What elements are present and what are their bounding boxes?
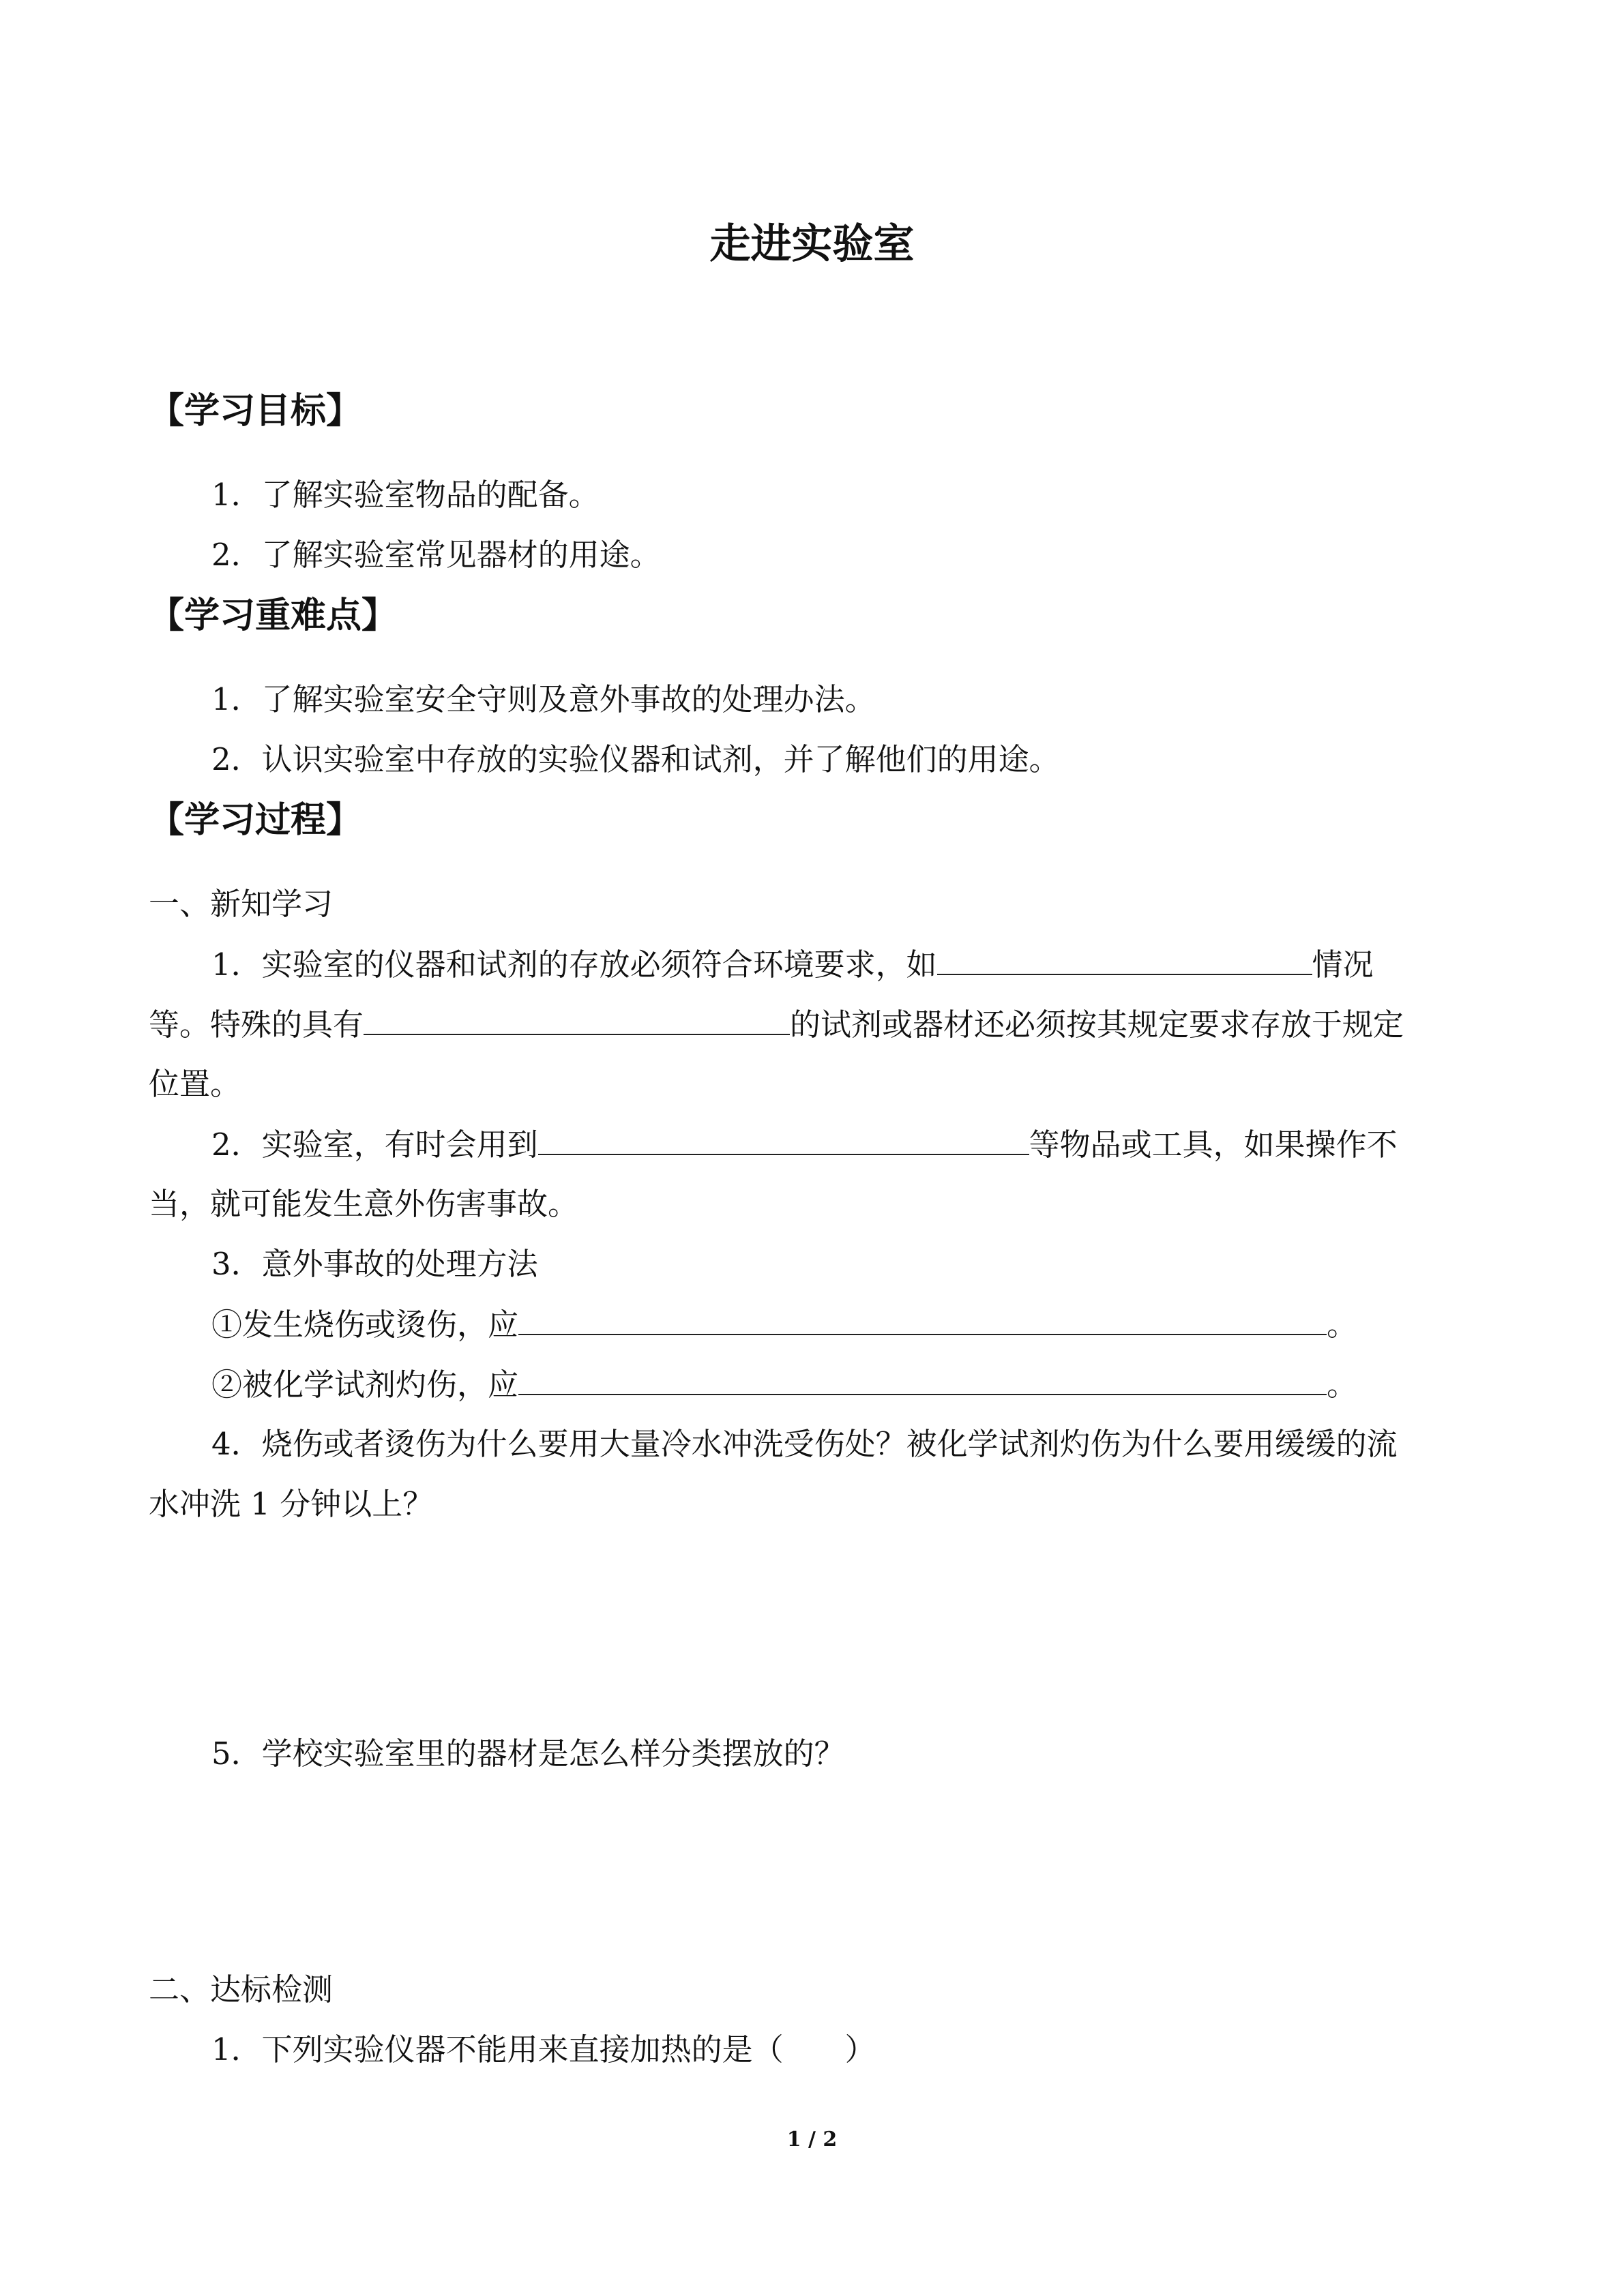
question-3-sub-2 — [211, 1364, 1357, 1405]
question-1-line-2 — [149, 1004, 1404, 1045]
question-3-sub-1-end: 。 — [1327, 1307, 1358, 1343]
page-number: 1 / 2 — [786, 2128, 838, 2151]
question-3-sub-1-text: ①发生烧伤或烫伤，应 — [211, 1307, 519, 1343]
question-1-line-1 — [211, 944, 1374, 985]
question-2-blank[interactable] — [538, 1124, 1029, 1155]
section-heading-process: 【学习过程】 — [149, 800, 362, 841]
question-1-text-d: 的试剂或器材还必须按其规定要求存放于规定 — [790, 1007, 1404, 1043]
question-1-blank-2[interactable] — [364, 1004, 790, 1035]
question-2-text-b: 等物品或工具，如果操作不 — [1029, 1127, 1398, 1163]
question-1-blank-1[interactable] — [937, 944, 1312, 975]
question-1-text-b: 情况 — [1312, 946, 1374, 983]
part2-label: 二、达标检测 — [149, 1971, 334, 2008]
question-2-text-a: 2．实验室，有时会用到 — [211, 1127, 538, 1163]
key-point-item-1: 1．了解实验室安全守则及意外事故的处理办法。 — [211, 681, 876, 717]
question-4-line-2: 水冲洗 1 分钟以上？ — [149, 1486, 434, 1522]
question-1-text-c: 等。特殊的具有 — [149, 1007, 364, 1043]
question-1-line-3: 位置。 — [149, 1066, 241, 1102]
part1-label: 一、新知学习 — [149, 886, 334, 922]
question-3-sub-2-end: 。 — [1327, 1367, 1358, 1403]
question-3-sub-2-blank[interactable] — [518, 1364, 1327, 1395]
question-3-sub-2-text: ②被化学试剂灼伤，应 — [211, 1367, 519, 1403]
question-2-line-1 — [211, 1124, 1398, 1165]
question-3-sub-1 — [211, 1304, 1357, 1345]
key-point-item-2: 2．认识实验室中存放的实验仪器和试剂，并了解他们的用途。 — [211, 741, 1060, 777]
section-heading-key-points: 【学习重难点】 — [149, 595, 398, 636]
question-3-title: 3．意外事故的处理方法 — [211, 1246, 538, 1282]
check-question-1: 1．下列实验仪器不能用来直接加热的是（ ） — [211, 2031, 876, 2068]
question-4-line-1: 4．烧伤或者烫伤为什么要用大量冷水冲洗受伤处？被化学试剂灼伤为什么要用缓缓的流 — [211, 1426, 1398, 1462]
page-title: 走进实验室 — [709, 220, 915, 268]
question-5: 5．学校实验室里的器材是怎么样分类摆放的？ — [211, 1735, 845, 1772]
question-3-sub-1-blank[interactable] — [518, 1304, 1327, 1335]
question-2-line-2: 当，就可能发生意外伤害事故。 — [149, 1186, 579, 1222]
goal-item-1: 1．了解实验室物品的配备。 — [211, 477, 600, 513]
goal-item-2: 2．了解实验室常见器材的用途。 — [211, 537, 661, 573]
question-1-text-a: 1．实验室的仪器和试剂的存放必须符合环境要求，如 — [211, 946, 937, 983]
section-heading-goals: 【学习目标】 — [149, 391, 362, 432]
